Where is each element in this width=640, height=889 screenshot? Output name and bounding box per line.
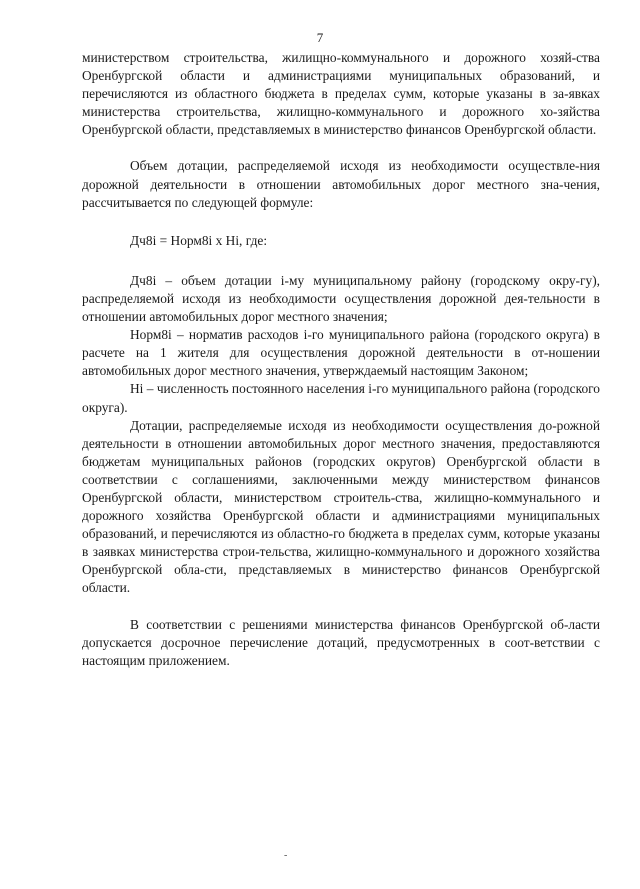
paragraph-definition-norm: Норм8i – норматив расходов і-го муниципального района (городского округа) в расчете на 1 жителя для осуществления дорожной деятельности в от-ношении автомобильных дорог местного значения, утверждаемый настоящим Законом; [82, 327, 600, 379]
formula: Дч8i = Норм8i x Ні, где: [130, 232, 268, 248]
paragraph-continuation: министерством строительства, жилищно-коммунального и дорожного хозяй-ства Оренбургской области и администрациями муниципальных образований, и перечисляются из областного бюджета в пределах сумм, которые указаны в за-явках министерства строительства, жилищно-коммунального и дорожного хо-зяйства Оренбургской области, представляемых в министерство финансов Оренбургской области. [82, 50, 600, 138]
page-number: 7 [316, 30, 324, 45]
paragraph-definition-population: Ні – численность постоянного населения і-го муниципального района (городского округа). [82, 381, 600, 415]
footer-mark: - [284, 850, 288, 861]
paragraph-subsidy-volume: Объем дотации, распределяемой исходя из необходимости осуществле-ния дорожной деятельности в отношении автомобильных дорог местного зна-чения, рассчитывается по следующей формуле: [82, 158, 600, 210]
document-body [82, 49, 600, 670]
paragraph-definition-dch: Дч8i – объем дотации і-му муниципальному району (городскому окру-гу), распределяемой исходя из необходимости осуществления дорожной дея-тельности в отношении автомобильных дорог местного значения; [82, 272, 600, 325]
paragraph-subsidy-provision: Дотации, распределяемые исходя из необходимости осуществления до-рожной деятельности в отношении автомобильных дорог местного значения, предоставляются бюджетам муниципальных районов (городских округов) Оренбургской области в соответствии с соглашениями, заключенными между министерством финансов Оренбургской области, министерством строитель-ства, жилищно-коммунального и дорожного хозяйства Оренбургской области и администрациями муниципальных образований, и перечисляются из областно-го бюджета в пределах сумм, которые указаны в заявках министерства строи-тельства, жилищно-коммунального и дорожного хозяйства Оренбургской обла-сти, представляемых в министерство финансов Оренбургской области. [82, 417, 600, 596]
paragraph-early-transfer: В соответствии с решениями министерства финансов Оренбургской об-ласти допускается досрочное перечисление дотаций, предусмотренных в соот-ветствии с настоящим приложением. [82, 616, 600, 668]
